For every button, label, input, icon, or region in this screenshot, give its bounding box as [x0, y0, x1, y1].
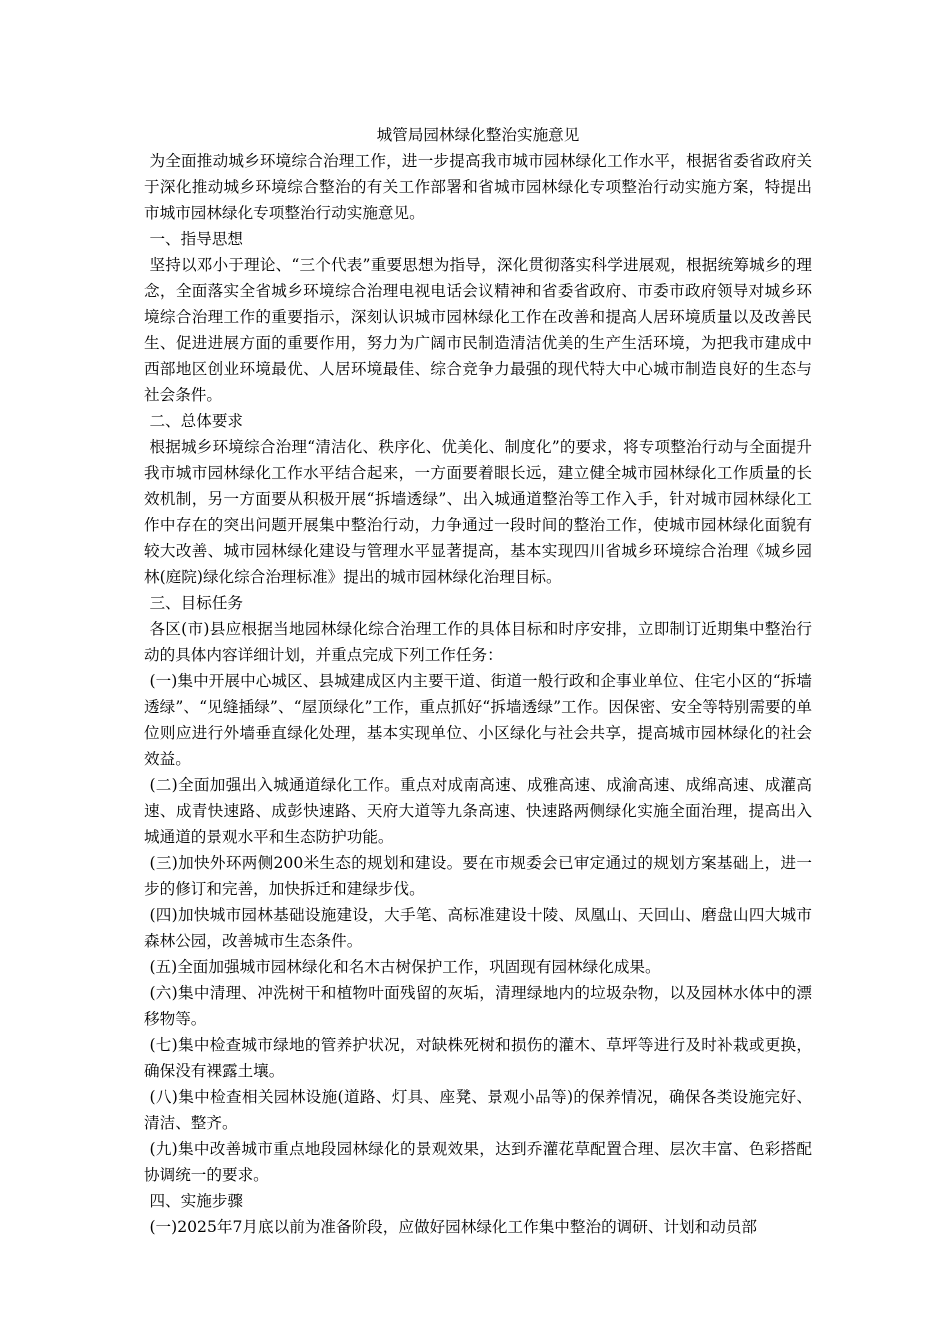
section-body-general-requirements: 根据城乡环境综合治理“清洁化、秩序化、优美化、制度化”的要求，将专项整治行动与全面提升我市城市园林绿化工作水平结合起来，一方面要着眼长远，建立健全城市园林绿化工作质量的长效机制，另一方面要从积极开展“拆墙透绿”、出入城通道整治等工作入手，针对城市园林绿化工作中存在的突出问题开展集中整治行动，力争通过一段时间的整治工作，使城市园林绿化面貌有较大改善、城市园林绿化建设与管理水平显著提高，基本实现四川省城乡环境综合治理《城乡园林(庭院)绿化综合治理标准》提出的城市园林绿化治理目标。	[144, 438, 812, 586]
task-item: (五)全面加强城市园林绿化和名木古树保护工作，巩固现有园林绿化成果。	[149, 958, 661, 976]
task-item: (六)集中清理、冲洗树干和植物叶面残留的灰垢，清理绿地内的垃圾杂物，以及园林水体中的漂移物等。	[144, 984, 812, 1028]
task-item: (二)全面加强出入城通道绿化工作。重点对成南高速、成雅高速、成渝高速、成绵高速、成灌高速、成青快速路、成彭快速路、天府大道等九条高速、快速路两侧绿化实施全面治理，提高出入城通道的景观水平和生态防护功能。	[144, 776, 812, 846]
section-body-target-tasks: 各区(市)县应根据当地园林绿化综合治理工作的具体目标和时序安排，立即制订近期集中整治行动的具体内容详细计划，并重点完成下列工作任务：	[144, 620, 812, 664]
document-title: 城管局园林绿化整治实施意见	[376, 126, 580, 144]
section-body-guiding-ideology: 坚持以邓小于理论、“三个代表”重要思想为指导，深化贯彻落实科学进展观，根据统筹城乡的理念，全面落实全省城乡环境综合治理电视电话会议精神和省委省政府、市委市政府领导对城乡环境综合治理工作的重要指示，深刻认识城市园林绿化工作在改善和提高人居环境质量以及改善民生、促进进展方面的重要作用，努力为广阔市民制造清洁优美的生产生活环境，为把我市建成中西部地区创业环境最优、人居环境最佳、综合竞争力最强的现代特大中心城市制造良好的生态与社会条件。	[144, 256, 812, 404]
task-item: (三)加快外环两侧200米生态的规划和建设。要在市规委会已审定通过的规划方案基础上，进一步的修订和完善，加快拆迁和建绿步伐。	[144, 854, 812, 898]
section-heading-target-tasks: 三、目标任务	[149, 594, 244, 612]
task-item: (九)集中改善城市重点地段园林绿化的景观效果，达到乔灌花草配置合理、层次丰富、色彩搭配协调统一的要求。	[144, 1140, 812, 1184]
intro-paragraph: 为全面推动城乡环境综合治理工作，进一步提高我市城市园林绿化工作水平，根据省委省政府关于深化推动城乡环境综合整治的有关工作部署和省城市园林绿化专项整治行动实施方案，特提出市城市园林绿化专项整治行动实施意见。	[144, 152, 812, 222]
task-item: (七)集中检查城市绿地的管养护状况，对缺株死树和损伤的灌木、草坪等进行及时补栽或更换，确保没有裸露土壤。	[144, 1036, 812, 1080]
section-heading-guiding-ideology: 一、指导思想	[149, 230, 244, 248]
task-item: (一)集中开展中心城区、县城建成区内主要干道、街道一般行政和企事业单位、住宅小区的“拆墙透绿”、“见缝插绿”、“屋顶绿化”工作，重点抓好“拆墙透绿”工作。因保密、安全等特别需要的单位则应进行外墙垂直绿化处理，基本实现单位、小区绿化与社会共享，提高城市园林绿化的社会效益。	[144, 672, 812, 768]
section-heading-implementation-steps: 四、实施步骤	[149, 1192, 244, 1210]
step-item: (一)2025年7月底以前为准备阶段，应做好园林绿化工作集中整治的调研、计划和动员部	[149, 1218, 758, 1236]
task-item: (八)集中检查相关园林设施(道路、灯具、座凳、景观小品等)的保养情况，确保各类设施完好、清洁、整齐。	[144, 1088, 812, 1132]
document-page	[144, 122, 812, 1240]
section-heading-general-requirements: 二、总体要求	[149, 412, 244, 430]
task-item: (四)加快城市园林基础设施建设，大手笔、高标准建设十陵、凤凰山、天回山、磨盘山四大城市森林公园，改善城市生态条件。	[144, 906, 812, 950]
